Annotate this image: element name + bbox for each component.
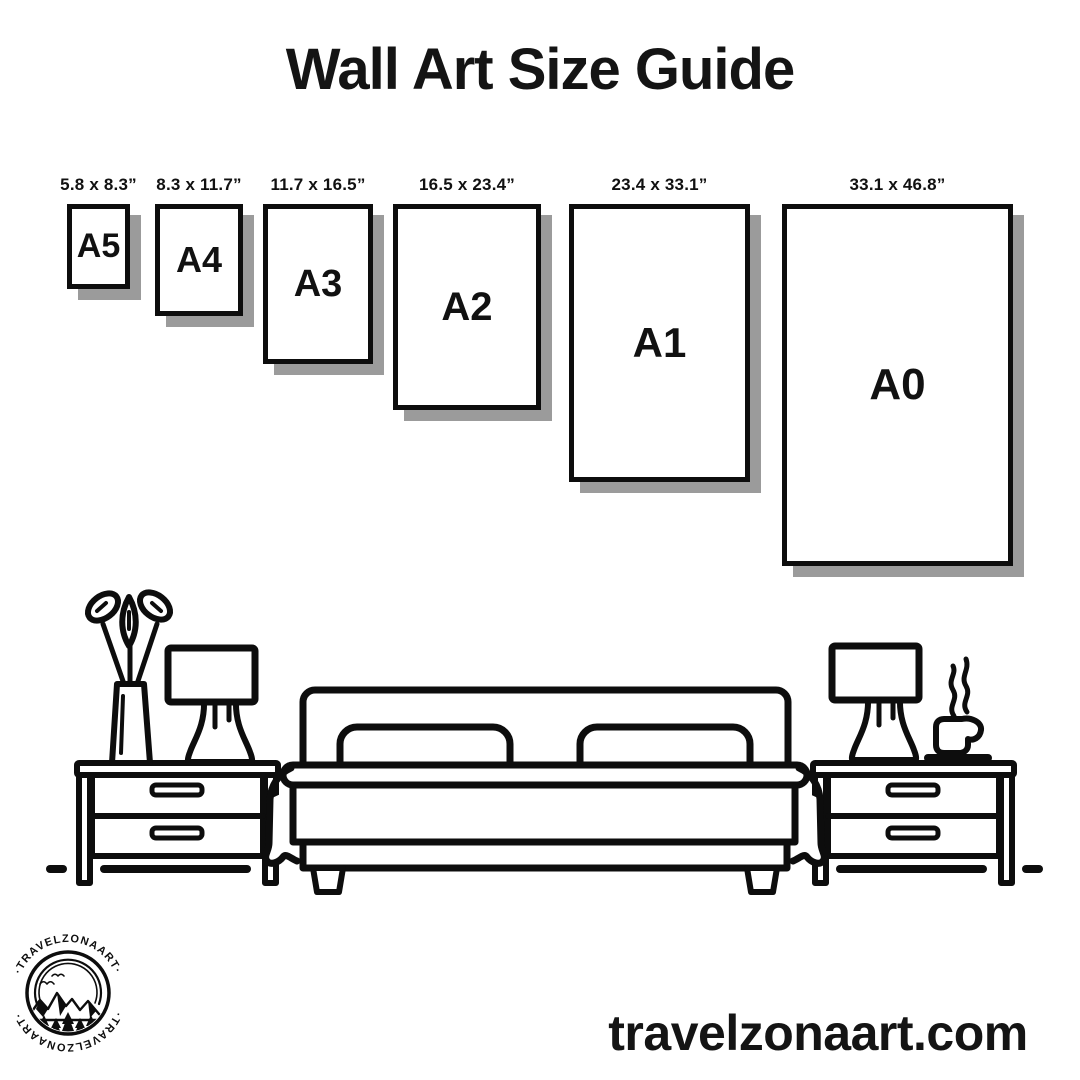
bed-illustration (266, 690, 825, 892)
size-dimensions-label: 8.3 x 11.7” (156, 175, 242, 194)
paper-a3 (263, 204, 373, 364)
right-nightstand (813, 763, 1014, 883)
paper-a4 (155, 204, 243, 316)
paper-size-label: A2 (441, 284, 493, 329)
left-lamp-icon (168, 648, 255, 762)
size-item-a1 (569, 175, 750, 482)
paper-a5 (67, 204, 130, 289)
bed-foot-right (747, 868, 777, 892)
size-dimensions-label: 23.4 x 33.1” (611, 175, 708, 194)
right-lamp-icon (832, 646, 919, 760)
size-dimensions-label: 5.8 x 8.3” (60, 175, 137, 194)
size-item-a0 (782, 175, 1013, 566)
paper-a0 (782, 204, 1013, 566)
size-item-a2 (393, 175, 541, 410)
logo-ring-text-bottom: ·TRAVELZONAART· (12, 1010, 124, 1054)
bed-base (303, 842, 787, 868)
paper-a1 (569, 204, 750, 482)
paper-size-label: A3 (293, 262, 343, 305)
water-lines (28, 1044, 104, 1061)
bird-icon (40, 982, 54, 984)
website-url: travelzonaart.com (608, 1005, 1028, 1061)
bird-icon (52, 974, 64, 976)
page-title: Wall Art Size Guide (285, 37, 795, 102)
size-dimensions-label: 33.1 x 46.8” (849, 175, 946, 194)
paper-size-label: A5 (76, 227, 121, 265)
bed-foot-left (313, 868, 343, 892)
paper-size-label: A4 (175, 239, 223, 280)
size-dimensions-label: 11.7 x 16.5” (270, 175, 366, 194)
size-item-a3 (263, 175, 373, 364)
paper-size-label: A1 (632, 319, 687, 366)
logo-ring-text-top: ·TRAVELZONAART· (12, 932, 124, 976)
paper-a2 (393, 204, 541, 410)
paper-size-label: A0 (869, 360, 926, 409)
svg-text:·TRAVELZONAART· (12, 933, 124, 976)
left-nightstand (77, 763, 278, 883)
moon-icon (63, 965, 81, 983)
size-item-a4 (155, 175, 243, 316)
brand-logo-icon (0, 920, 136, 1072)
bedroom-illustration (0, 560, 1080, 900)
vase-with-plant-icon (83, 587, 175, 763)
size-item-a5 (60, 175, 137, 289)
mattress-box (293, 785, 795, 842)
coffee-cup-icon (928, 659, 988, 758)
size-dimensions-label: 16.5 x 23.4” (419, 175, 515, 194)
